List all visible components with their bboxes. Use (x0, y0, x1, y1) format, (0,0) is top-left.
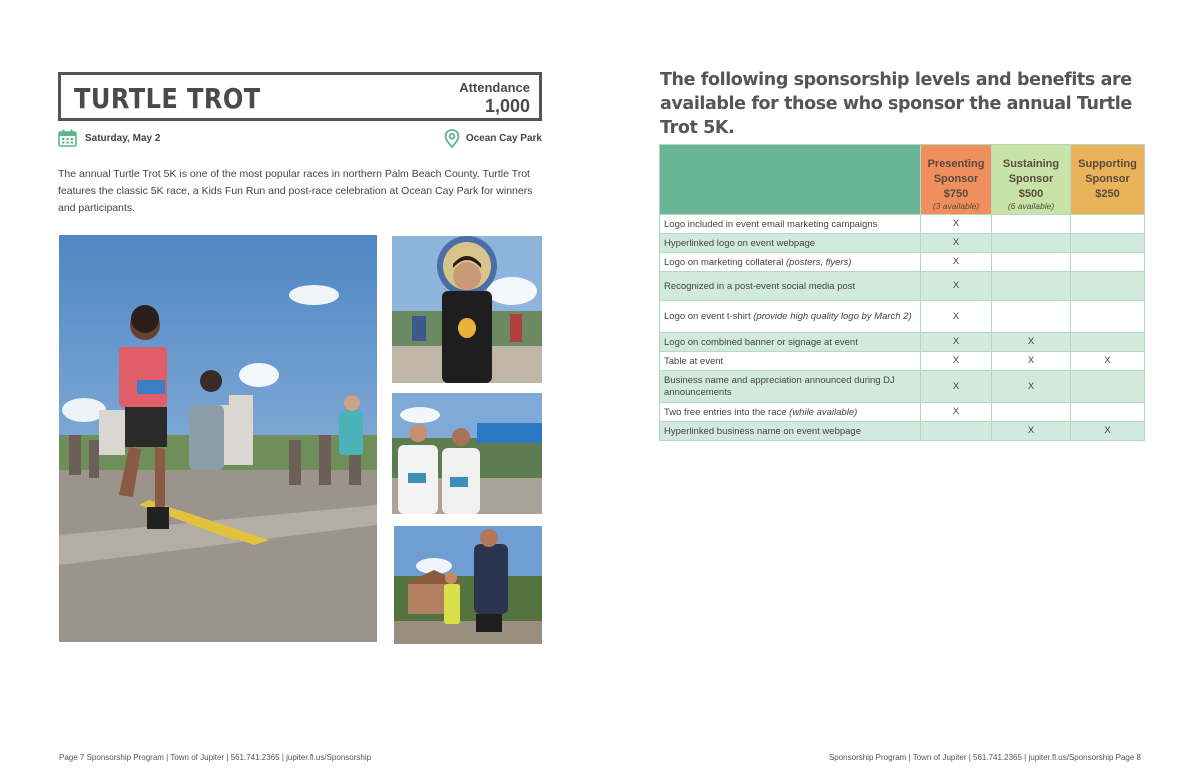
benefit-row (660, 403, 1145, 422)
mark-presenting: X (921, 371, 992, 403)
mark-presenting: X (921, 215, 992, 234)
footer-left: Page 7 Sponsorship Program | Town of Jupiter | 561.741.2365 | jupiter.fl.us/Sponsorship (59, 753, 372, 762)
mark-sustaining: X (992, 333, 1071, 352)
tier-price: $500 (1018, 188, 1044, 200)
event-location-text: Ocean Cay Park (465, 132, 542, 144)
benefit-row (660, 215, 1145, 234)
sponsorship-heading: The following sponsorship levels and benefits are available for those who sponsor the annual Turtle Trot 5K. (660, 70, 1132, 138)
benefit-text: Hyperlinked business name on event webpage (660, 422, 921, 441)
benefit-header-empty (660, 145, 921, 215)
mark-presenting: X (921, 352, 992, 371)
benefit-row (660, 253, 1145, 272)
attendance-value: 1,000 (484, 96, 530, 116)
photo-two-women (392, 393, 542, 514)
mark-supporting (1071, 371, 1145, 403)
tier-price: $250 (1095, 188, 1120, 200)
sponsorship-table (659, 144, 1145, 441)
mark-supporting (1071, 301, 1145, 333)
benefit-text: Recognized in a post-event social media post (660, 272, 921, 301)
benefit-text: Logo on marketing collateral (posters, flyers) (660, 253, 921, 272)
mark-supporting: X (1071, 352, 1145, 371)
benefit-text: Two free entries into the race (while available) (660, 403, 921, 422)
mark-sustaining (992, 272, 1071, 301)
map-pin-icon (444, 129, 460, 148)
benefit-row (660, 333, 1145, 352)
benefit-text: Business name and appreciation announced during DJ announcements (660, 371, 921, 403)
benefit-row (660, 352, 1145, 371)
mark-presenting: X (921, 253, 992, 272)
mark-sustaining: X (992, 352, 1071, 371)
tier-note: (6 available) (1007, 201, 1055, 211)
event-location (440, 128, 542, 148)
mark-supporting (1071, 272, 1145, 301)
mark-supporting (1071, 234, 1145, 253)
mark-supporting (1071, 333, 1145, 352)
mark-presenting: X (921, 272, 992, 301)
tier-note: (3 available) (932, 201, 980, 211)
tier-sustaining-header (992, 145, 1071, 215)
mark-supporting (1071, 215, 1145, 234)
tier-presenting-header (921, 145, 992, 215)
photo-runners-race (59, 235, 377, 642)
tier-name: Presenting Sponsor (927, 158, 985, 185)
calendar-icon (58, 129, 77, 147)
benefit-row (660, 371, 1145, 403)
mark-sustaining: X (992, 371, 1071, 403)
benefit-text: Table at event (660, 352, 921, 371)
benefit-row (660, 301, 1145, 333)
benefit-row (660, 422, 1145, 441)
mark-sustaining (992, 215, 1071, 234)
event-title: TURTLE TROT (74, 82, 261, 115)
mark-sustaining (992, 234, 1071, 253)
mark-sustaining: X (992, 422, 1071, 441)
attendance-label: Attendance (459, 80, 530, 95)
mark-sustaining (992, 301, 1071, 333)
tier-supporting-header (1071, 145, 1145, 215)
mark-presenting: X (921, 301, 992, 333)
photo-kid-with-medal (392, 236, 542, 383)
photo-runners-gazebo (394, 526, 542, 644)
benefit-row (660, 272, 1145, 301)
mark-presenting: X (921, 234, 992, 253)
mark-presenting: X (921, 403, 992, 422)
mark-supporting: X (1071, 422, 1145, 441)
mark-sustaining (992, 403, 1071, 422)
benefit-text: Hyperlinked logo on event webpage (660, 234, 921, 253)
mark-sustaining (992, 253, 1071, 272)
benefit-text: Logo included in event email marketing campaigns (660, 215, 921, 234)
mark-presenting: X (921, 333, 992, 352)
mark-supporting (1071, 403, 1145, 422)
mark-presenting (921, 422, 992, 441)
benefit-text: Logo on event t-shirt (provide high quality logo by March 2) (660, 301, 921, 333)
event-date-text: Saturday, May 2 (85, 132, 161, 144)
tier-price: $750 (943, 188, 969, 200)
benefit-text: Logo on combined banner or signage at event (660, 333, 921, 352)
event-description: The annual Turtle Trot 5K is one of the most popular races in northern Palm Beach County. Turtle Trot features the classic 5K race, a Kids Fun Run and post-race celebration at Ocean Cay Park for winners and participants. (58, 168, 533, 214)
event-title-box (58, 72, 542, 121)
tier-name: Sustaining Sponsor (1002, 158, 1060, 185)
benefit-row (660, 234, 1145, 253)
event-date (58, 128, 160, 148)
mark-supporting (1071, 253, 1145, 272)
tier-name: Supporting Sponsor (1078, 158, 1137, 185)
footer-right: Sponsorship Program | Town of Jupiter | 561.741.2365 | jupiter.fl.us/Sponsorship Page 8 (828, 753, 1141, 762)
